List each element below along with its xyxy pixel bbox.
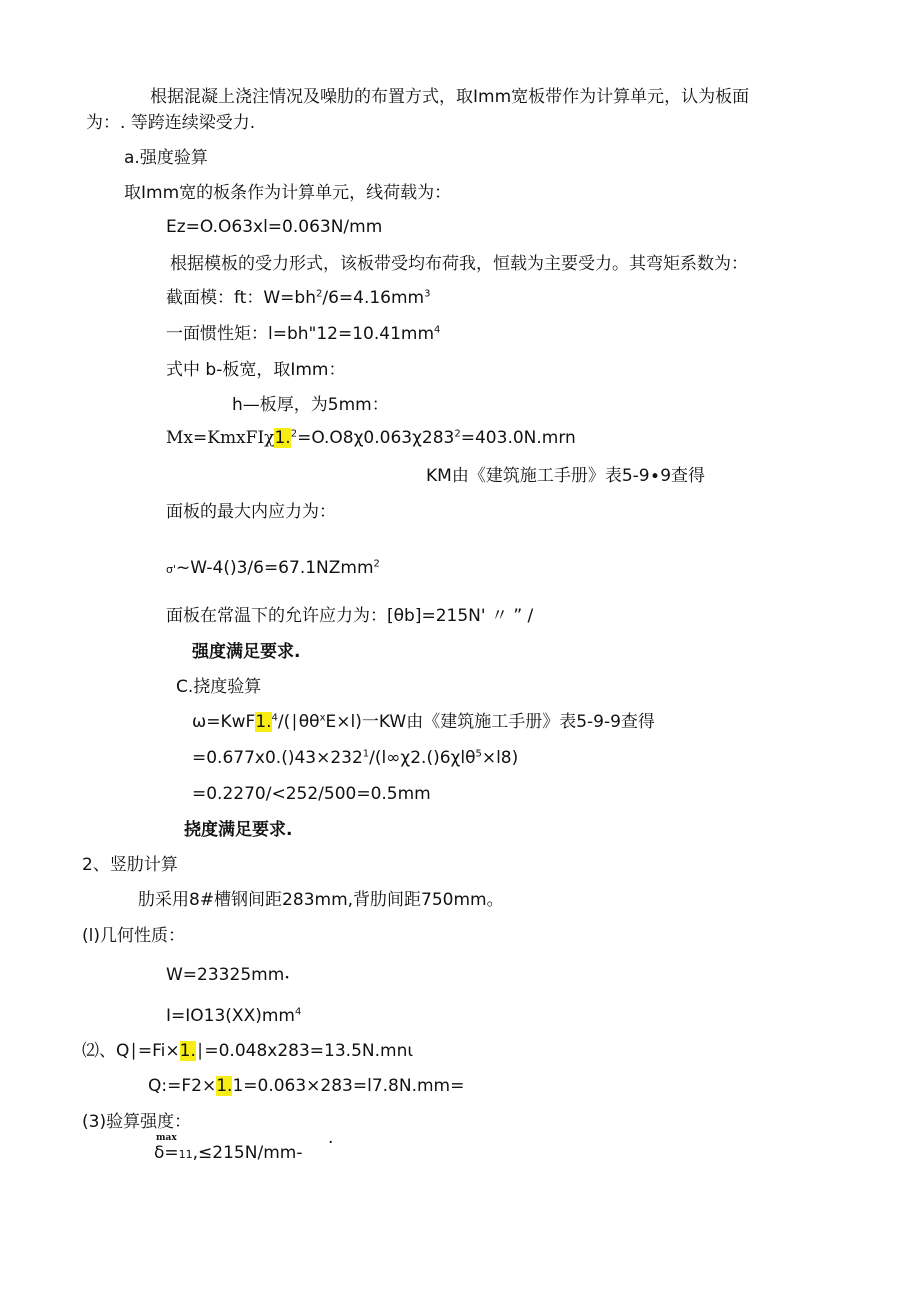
paragraph-line-1: 根据混凝上浇注情况及噪肋的布置方式，取Imm宽板带作为计算单元，认为板面 <box>150 87 750 107</box>
inertia-value: $I=IO13(XX)mm^4$ <box>166 1006 302 1026</box>
km-source-note: KM由《建筑施工手册》表5-9∙9查得 <box>426 466 706 486</box>
moment-of-inertia-formula: 一面惯性矩：$l=bh"12=10.41mm^4$ <box>166 324 441 344</box>
q2-formula: Q:=F2×1.1=0.063×283=l7.8N.mm= <box>148 1076 465 1096</box>
section-modulus-formula: 截面模：ft：$W=bh^2∕6=4.16mm^3$ <box>166 288 431 308</box>
highlight-mark: 1. <box>179 1041 196 1061</box>
geometry-properties-title: (l)几何性质： <box>82 926 185 946</box>
stray-dot: . <box>328 1128 334 1148</box>
paragraph-line-2: 为：. 等跨连续梁受力. <box>86 113 256 133</box>
section-a-title: a.强度验算 <box>124 148 208 168</box>
q1-formula: ⑵、Q∣=Fi×1.∣=0.048x283=13.5N.mnι <box>82 1041 414 1061</box>
section-modulus-value: W=23325mm∙ <box>166 965 290 985</box>
linear-load-formula: Ez=O.O63xl=0.063N∕mm <box>166 217 383 237</box>
deflection-calc-step-1: $=0.677x0.()43\times 232^1/(l\infty\chi 2.()6\chi l\theta^5\times l8)$ <box>192 748 519 768</box>
strength-ok-conclusion: 强度满足要求. <box>192 642 301 662</box>
max-stress-title: 面板的最大内应力为： <box>166 502 336 522</box>
stress-formula: σ'~W-4()3∕6=67.1NZmm$^2$ <box>166 558 380 578</box>
rib-description: 肋采用8#槽钢间距283mm,背肋间距750mm。 <box>138 890 504 910</box>
delta-max-formula: max δ=11,≤215N/mm- <box>154 1133 303 1163</box>
deflection-calc-step-2: =0.2270∕<252∕500=0.5mm <box>192 784 431 804</box>
highlight-mark: 1. <box>255 712 272 732</box>
deflection-formula: $\omega=KwF1.^4/(∣\theta\theta^xE\times l)$一KW由《建筑施工手册》表5-9-9查得 <box>192 712 655 732</box>
bending-moment-formula: $Mx=KmxFI\chi 1.^2=O.O8\chi 0.063\chi 283^2=403.0N.mrn$ <box>166 428 576 448</box>
section-c-title: C.挠度验算 <box>176 677 262 697</box>
allowable-stress-text: 面板在常温下的允许应力为：[θb]=215N' 〃 ” / <box>166 606 534 626</box>
deflection-ok-conclusion: 挠度满足要求. <box>184 820 293 840</box>
section-2-title: 2、竖肋计算 <box>82 855 178 875</box>
where-b-definition: 式中 b-板宽，取Imm： <box>166 360 346 380</box>
unit-selection-text: 取Imm宽的板条作为计算单元，线荷载为： <box>124 183 452 203</box>
moment-coefficient-text: 根据模板的受力形式，该板带受均布荷我，恒载为主要受力。其弯矩系数为： <box>170 254 748 274</box>
highlight-mark: 1. <box>216 1076 233 1096</box>
highlight-mark: 1. <box>274 428 291 448</box>
check-strength-title: (3)验算强度： <box>82 1112 192 1132</box>
where-h-definition: h—板厚，为5mm： <box>232 395 389 415</box>
